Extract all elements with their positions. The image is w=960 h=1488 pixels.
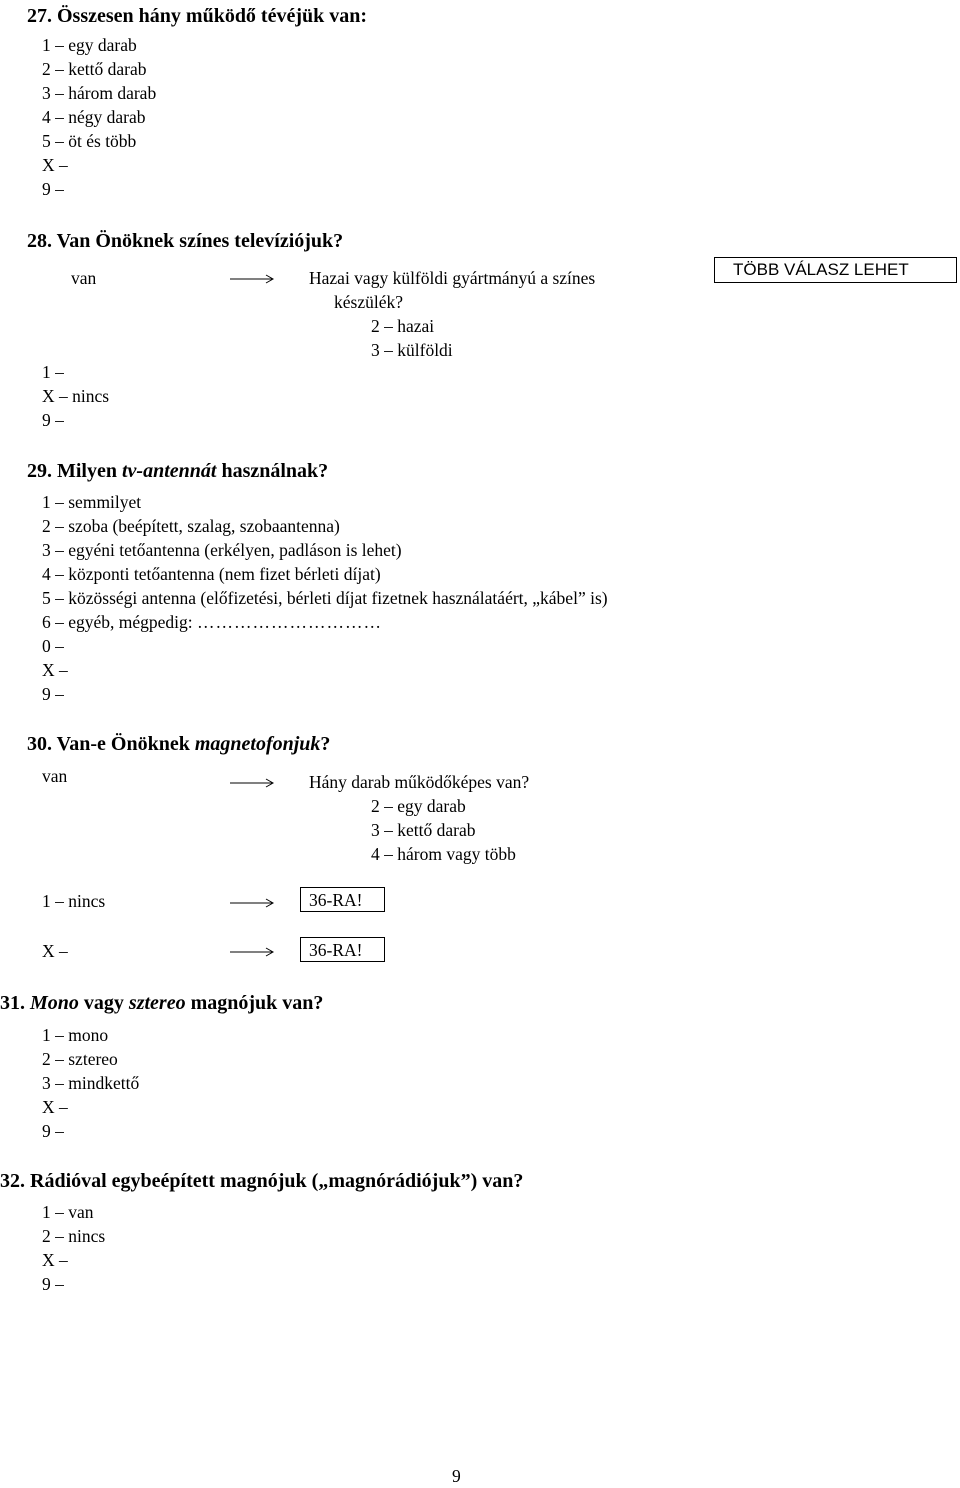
q28-followup-question-cont: készülék? [334, 292, 403, 312]
arrow-right-icon [228, 777, 278, 789]
question-30-title [27, 732, 330, 756]
q31-title-mid: vagy [78, 992, 129, 1014]
q28-option: 9 – [42, 410, 64, 430]
skip-instruction: 36-RA! [309, 940, 363, 960]
q28-option: 1 – [42, 362, 64, 382]
q29-option: 4 – központi tetőantenna (nem fizet bérleti díjat) [42, 564, 381, 584]
q30-followup-question: Hány darab működőképes van? [309, 772, 530, 792]
q27-option: 4 – négy darab [42, 107, 146, 127]
q29-title-rest: használnak? [216, 460, 329, 482]
q27-option: 9 – [42, 179, 64, 199]
q31-option: 1 – mono [42, 1025, 109, 1045]
q32-option: 9 – [42, 1274, 64, 1294]
arrow-right-icon [228, 897, 278, 909]
question-28-title: 28. Van Önöknek színes televíziójuk? [27, 230, 344, 252]
q30-nincs-option: 1 – nincs [42, 891, 106, 911]
q28-van-label: van [71, 268, 97, 288]
arrow-right-icon [228, 273, 278, 285]
q30-x-option: X – [42, 941, 68, 961]
q28-option: X – nincs [42, 386, 110, 406]
q27-option: 2 – kettő darab [42, 59, 147, 79]
q31-option: 9 – [42, 1121, 64, 1141]
q27-option: 5 – öt és több [42, 131, 137, 151]
q31-option: X – [42, 1097, 68, 1117]
q30-van-label: van [42, 766, 68, 786]
q28-followup-question: Hazai vagy külföldi gyártmányú a színes [309, 268, 596, 288]
q31-option: 3 – mindkettő [42, 1073, 140, 1093]
q29-option: 0 – [42, 636, 64, 656]
q28-sub-option: 3 – külföldi [371, 340, 453, 360]
q29-option: 5 – közösségi antenna (előfizetési, bérleti díjat fizetnek használatáért, „kábel” is) [42, 588, 608, 608]
q29-option: 1 – semmilyet [42, 492, 142, 512]
q32-option: 2 – nincs [42, 1226, 106, 1246]
q29-other-label: 6 – egyéb, mégpedig: [42, 612, 193, 632]
q31-title-italic-sztereo: sztereo [128, 992, 186, 1014]
question-31-title [0, 991, 323, 1015]
q27-option: X – [42, 155, 68, 175]
q30-title-italic: magnetofonjuk [194, 733, 321, 755]
q31-title-num: 31. [0, 992, 30, 1014]
q32-option: X – [42, 1250, 68, 1270]
q32-option: 1 – van [42, 1202, 94, 1222]
q30-sub-option: 3 – kettő darab [371, 820, 476, 840]
q30-sub-option: 4 – három vagy több [371, 844, 516, 864]
q27-option: 1 – egy darab [42, 35, 137, 55]
q29-option: X – [42, 660, 68, 680]
q30-title-num: 30. Van-e Önöknek [27, 733, 195, 755]
q31-title-rest: magnójuk van? [185, 992, 324, 1014]
q28-sub-option: 2 – hazai [371, 316, 435, 336]
q29-other-fill-line: ………………………… [197, 612, 383, 632]
question-29-title [27, 459, 328, 483]
q30-sub-option: 2 – egy darab [371, 796, 466, 816]
q29-title-num: 29. Milyen [27, 460, 122, 482]
skip-instruction: 36-RA! [309, 890, 363, 910]
arrow-right-icon [228, 946, 278, 958]
page-number: 9 [452, 1466, 461, 1486]
q30-title-rest: ? [320, 733, 331, 755]
q27-option: 3 – három darab [42, 83, 157, 103]
q31-title-italic-mono: Mono [30, 992, 79, 1014]
question-32-title: 32. Rádióval egybeépített magnójuk („magnórádiójuk”) van? [0, 1170, 524, 1192]
q31-option: 2 – sztereo [42, 1049, 118, 1069]
q29-other-option [42, 610, 382, 634]
q29-option: 2 – szoba (beépített, szalag, szobaantenna) [42, 516, 340, 536]
question-27-title: 27. Összesen hány működő tévéjük van: [27, 5, 368, 27]
q29-title-italic: tv-antennát [122, 460, 217, 482]
q29-option: 3 – egyéni tetőantenna (erkélyen, padláson is lehet) [42, 540, 402, 560]
q29-option: 9 – [42, 684, 64, 704]
more-answers-label: TÖBB VÁLASZ LEHET [733, 260, 909, 279]
